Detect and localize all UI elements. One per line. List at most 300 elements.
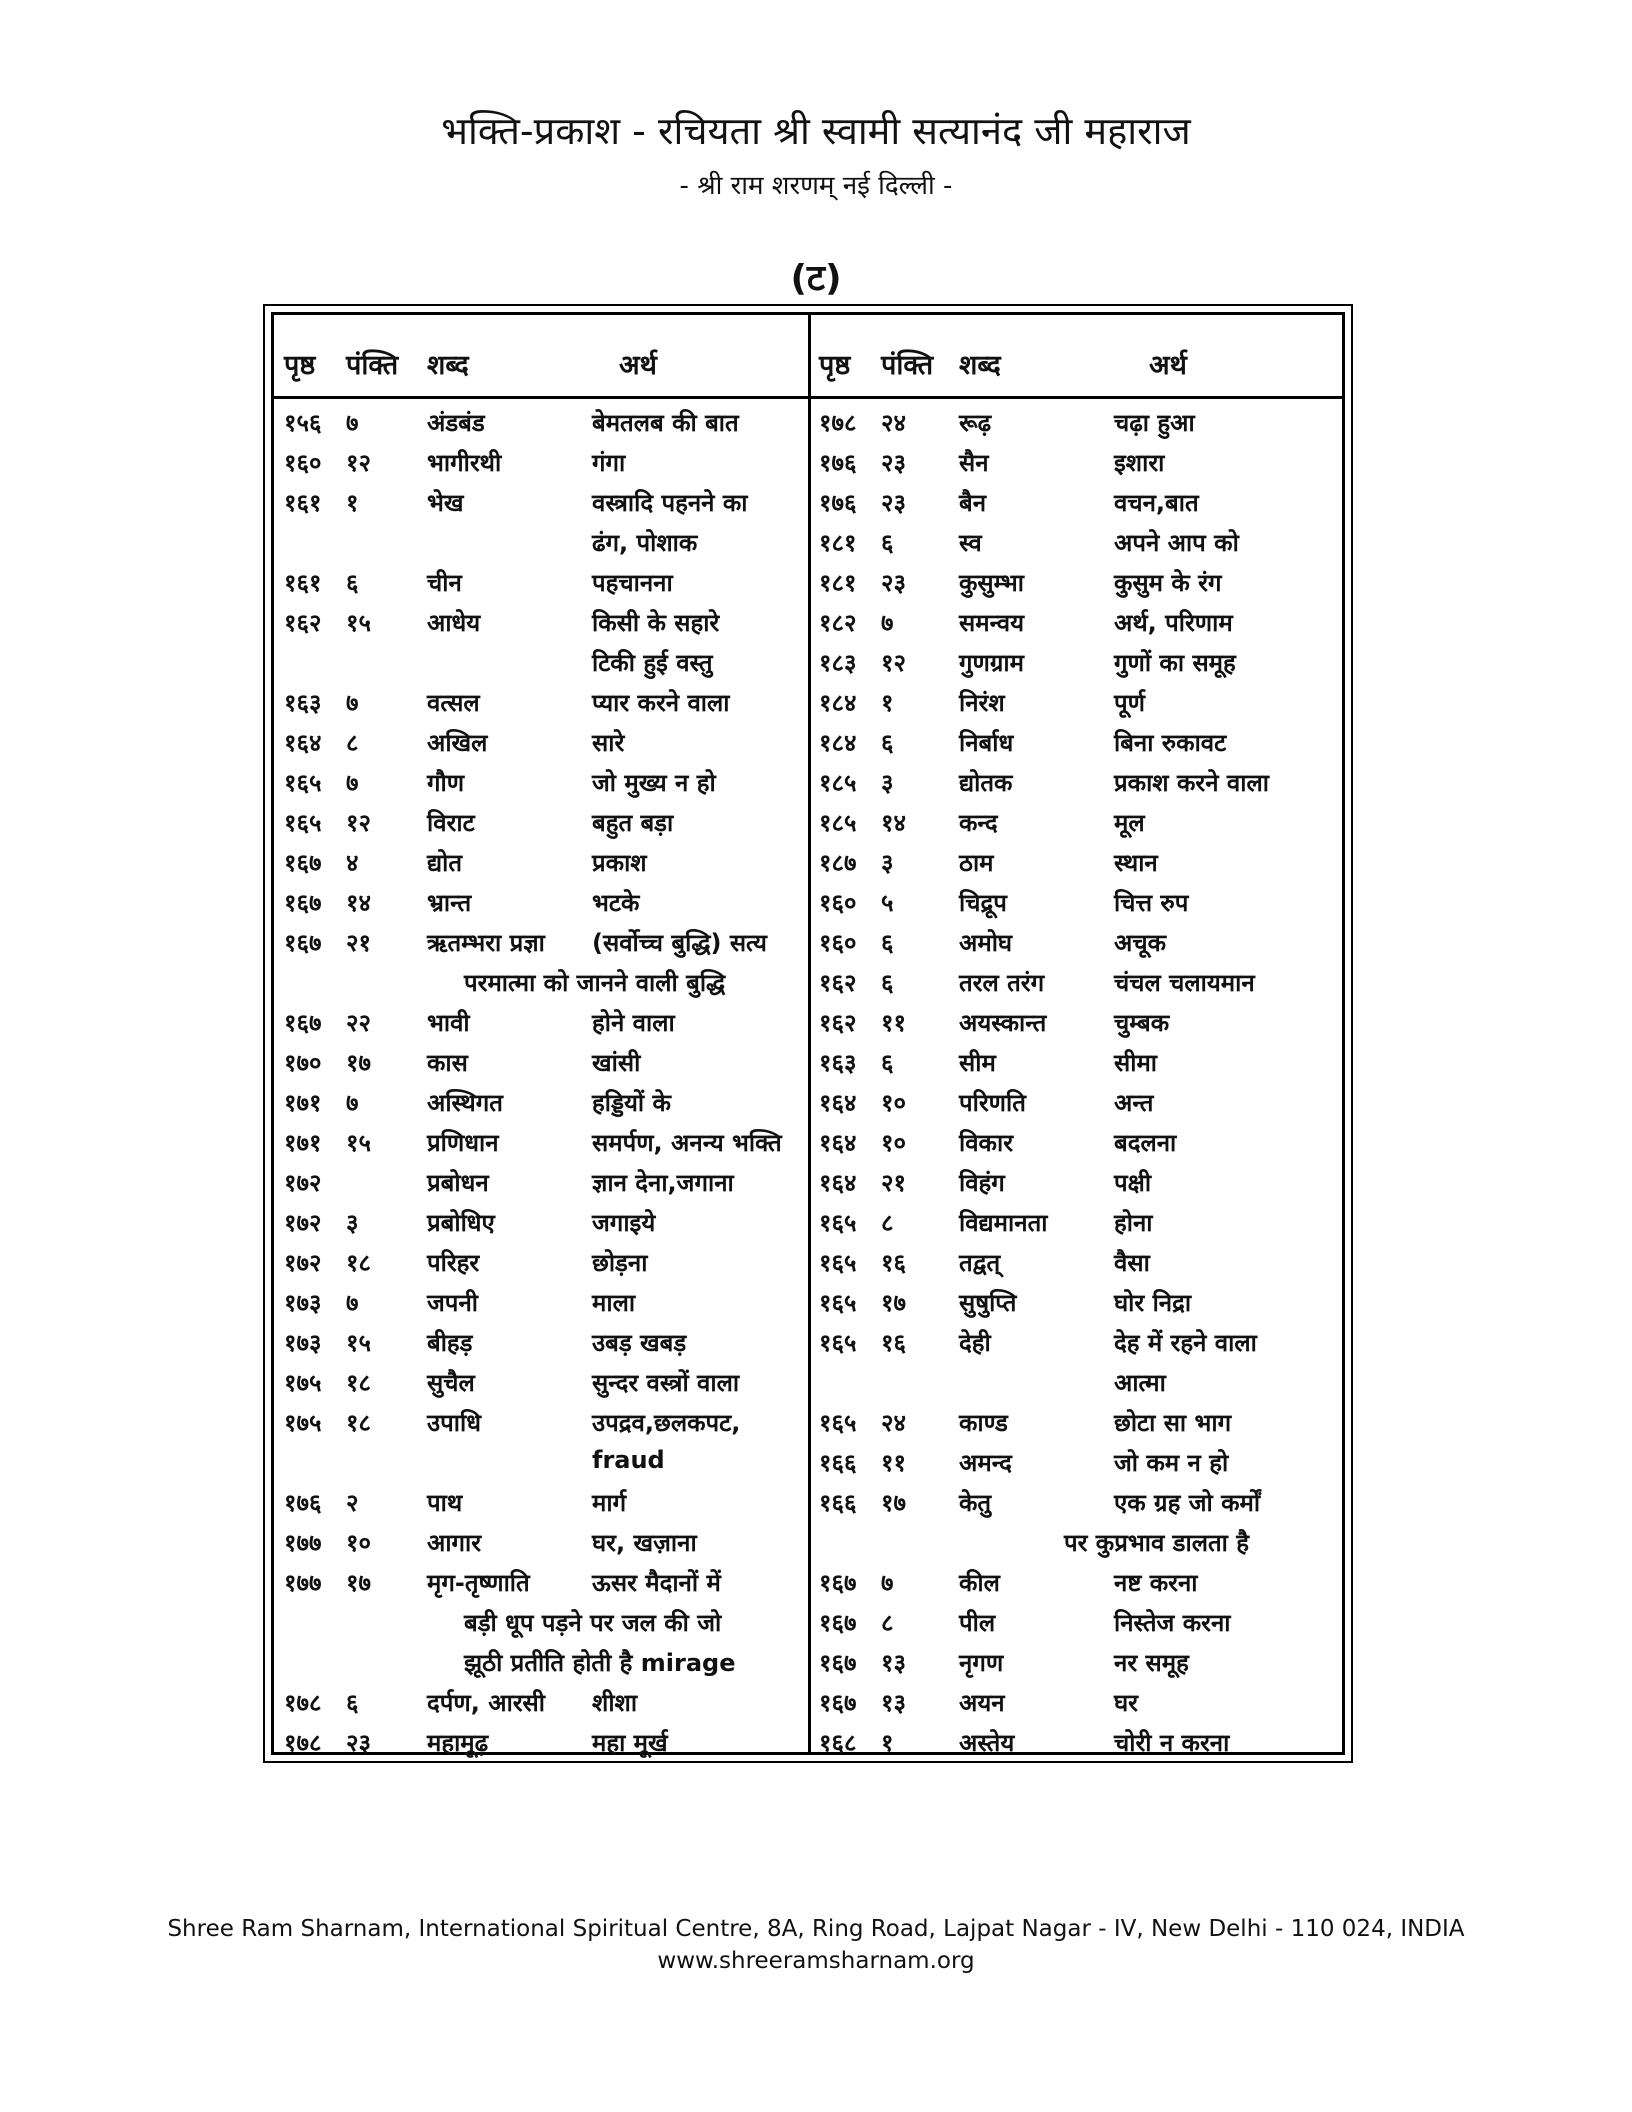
table-row [811,1040,1345,1080]
page-cell: १६७ [284,929,322,957]
word-cell: उपाधि [427,1409,481,1437]
line-cell: ३ [881,769,894,797]
meaning-cell: चढ़ा हुआ [1114,409,1195,437]
word-cell: समन्वय [959,609,1025,637]
page-cell: १६४ [819,1129,857,1157]
word-cell: द्योत [427,849,463,877]
word-cell: अमोघ [959,929,1013,957]
word-cell: ठाम [959,849,994,877]
line-cell: १६ [881,1329,906,1357]
table-row [811,1440,1345,1480]
meaning-cell: गुणों का समूह [1114,649,1236,677]
line-cell: १८ [346,1249,371,1277]
table-row [274,720,808,760]
page-cell: १७६ [819,449,857,477]
page-cell: १६५ [284,809,322,837]
page-cell: १७० [284,1049,322,1077]
line-cell: १८ [346,1369,371,1397]
word-cell: परिहर [427,1249,480,1277]
line-cell: ७ [346,769,359,797]
line-cell: १० [346,1529,371,1557]
meaning-cell: पक्षी [1114,1169,1152,1197]
page-cell: १७३ [284,1289,322,1317]
meaning-cell: मार्ग [592,1489,627,1517]
line-cell: ६ [881,529,894,557]
table-row [274,1440,808,1480]
word-cell: भागीरथी [427,449,502,477]
section-letter: (ट) [790,258,842,299]
table-row [811,800,1345,840]
meaning-continuation: झूठी प्रतीति होती है mirage [464,1649,736,1677]
table-row [274,1160,808,1200]
word-cell: कुसुम्भा [959,569,1024,597]
table-row [811,640,1345,680]
table-row [274,640,808,680]
line-cell: ११ [881,1449,906,1477]
page-cell: १६८ [819,1729,857,1757]
meaning-continuation: परमात्मा को जानने वाली बुद्धि [464,969,726,997]
word-cell: ऋतम्भरा प्रज्ञा [427,929,545,957]
word-cell: तरल तरंग [959,969,1045,997]
table-row [274,760,808,800]
meaning-cell: ज्ञान देना,जगाना [592,1169,734,1197]
line-cell: २४ [881,409,906,437]
page-cell: १६५ [819,1329,857,1357]
table-row [274,440,808,480]
line-cell: १८ [346,1409,371,1437]
page-cell: १८४ [819,729,857,757]
meaning-cell: टिकी हुई वस्तु [592,649,713,677]
word-cell: आगार [427,1529,482,1557]
line-cell: ७ [346,689,359,717]
word-cell: स्व [959,529,982,557]
word-cell: निर्बाध [959,729,1014,757]
line-cell: ४ [346,849,359,877]
line-cell: १ [881,689,894,717]
line-cell: ७ [346,1289,359,1317]
line-cell: १५ [346,1129,371,1157]
table-row [274,1040,808,1080]
line-cell: २२ [346,1009,371,1037]
word-cell: अंडबंड [427,409,485,437]
table-row [811,920,1345,960]
table-row [811,1320,1345,1360]
meaning-cell: निस्तेज करना [1114,1609,1231,1637]
word-cell: रूढ़ [959,409,992,437]
table-row [811,1280,1345,1320]
table-row [274,800,808,840]
page-cell: १५६ [284,409,322,437]
col-header-page: पृष्ठ [819,350,851,381]
line-cell: ७ [346,1089,359,1117]
line-cell: ६ [881,969,894,997]
line-cell: २३ [881,569,906,597]
word-cell: विकार [959,1129,1014,1157]
col-header-meaning: अर्थ [619,350,657,381]
table-row [811,680,1345,720]
meaning-cell: नर समूह [1114,1649,1189,1677]
word-cell: बैन [959,489,987,517]
meaning-cell: जगाइये [592,1209,656,1237]
word-cell: अस्थिगत [427,1089,503,1117]
meaning-cell: होना [1114,1209,1153,1237]
page-cell: १६३ [819,1049,857,1077]
line-cell: २३ [346,1729,371,1757]
page-cell: १७७ [284,1529,322,1557]
meaning-cell: घर, खज़ाना [592,1529,697,1557]
table-row [811,440,1345,480]
meaning-cell: अर्थ, परिणाम [1114,609,1233,637]
meaning-continuation: बड़ी धूप पड़ने पर जल की जो [464,1609,722,1637]
line-cell: ८ [881,1609,894,1637]
page-cell: १८१ [819,529,857,557]
table-row [811,1160,1345,1200]
page-cell: १६५ [819,1409,857,1437]
page-cell: १६७ [284,849,322,877]
meaning-cell: शीशा [592,1689,638,1717]
line-cell: १२ [346,449,371,477]
table-row [274,1560,808,1600]
word-cell: गौण [427,769,465,797]
table-row [811,1560,1345,1600]
word-cell: विराट [427,809,475,837]
table-row [274,1000,808,1040]
table-row [811,1000,1345,1040]
page-cell: १७२ [284,1209,322,1237]
meaning-cell: स्थान [1114,849,1158,877]
page-cell: १७५ [284,1369,322,1397]
line-cell: १ [346,489,359,517]
meaning-cell: समर्पण, अनन्य भक्ति [592,1129,782,1157]
word-cell: सीम [959,1049,996,1077]
table-row [811,1520,1345,1560]
meaning-cell: जो मुख्य न हो [592,769,716,797]
page-cell: १८४ [819,689,857,717]
left-rows [274,400,808,1760]
col-header-line: पंक्ति [881,350,934,381]
word-cell: विद्यमानता [959,1209,1048,1237]
page-cell: १६५ [819,1249,857,1277]
table-row [274,1080,808,1120]
meaning-cell: अन्त [1114,1089,1154,1117]
line-cell: ११ [881,1009,906,1037]
word-cell: सैन [959,449,989,477]
meaning-cell: देह में रहने वाला [1114,1329,1257,1357]
table-row [274,400,808,440]
word-cell: देही [959,1329,991,1357]
meaning-cell: सुन्दर वस्त्रों वाला [592,1369,740,1397]
page-cell: १७७ [284,1569,322,1597]
table-row [811,400,1345,440]
line-cell: ७ [881,609,894,637]
page-cell: १६१ [284,569,322,597]
line-cell: १७ [881,1489,906,1517]
table-row [811,720,1345,760]
page-cell: १६० [819,889,857,917]
meaning-cell: चित्त रुप [1114,889,1189,917]
table-row [274,480,808,520]
word-cell: अमन्द [959,1449,1012,1477]
page-cell: १७१ [284,1089,322,1117]
meaning-cell: भटके [592,889,640,917]
page-cell: १६७ [819,1689,857,1717]
word-cell: भावी [427,1009,470,1037]
meaning-cell: बदलना [1114,1129,1177,1157]
table-row [274,1240,808,1280]
meaning-cell: महा मूर्ख [592,1729,668,1757]
table-row [274,1200,808,1240]
meaning-cell: प्रकाश [592,849,647,877]
word-cell: सुषुप्ति [959,1289,1017,1317]
table-row [274,840,808,880]
word-cell: अखिल [427,729,488,757]
page-cell: १६१ [284,489,322,517]
word-cell: महामूढ़ [427,1729,489,1757]
line-cell: १२ [881,649,906,677]
meaning-cell: बिना रुकावट [1114,729,1227,757]
col-header-line: पंक्ति [346,350,399,381]
meaning-cell: उपद्रव,छलकपट, [592,1409,741,1437]
table-row [274,1400,808,1440]
meaning-cell: वैसा [1114,1249,1150,1277]
page-cell: १८७ [819,849,857,877]
word-cell: बीहड़ [427,1329,473,1357]
meaning-cell: कुसुम के रंग [1114,569,1222,597]
page-cell: १७२ [284,1169,322,1197]
table-row [274,1520,808,1560]
table-row [274,1640,808,1680]
line-cell: २१ [346,929,371,957]
page-cell: १६७ [819,1649,857,1677]
page-cell: १७१ [284,1129,322,1157]
word-cell: प्रबोधन [427,1169,489,1197]
page-cell: १७८ [819,409,857,437]
page-cell: १७६ [284,1489,322,1517]
meaning-cell: सारे [592,729,625,757]
table-row [274,1320,808,1360]
page-cell: १६४ [819,1089,857,1117]
table-row [274,1720,808,1760]
col-header-page: पृष्ठ [284,350,316,381]
word-cell: केतु [959,1489,992,1517]
line-cell: १४ [881,809,906,837]
footer-address: Shree Ram Sharnam, International Spiritual Centre, 8A, Ring Road, Lajpat Nagar - IV, New Delhi - 110 024, INDIA [167,1916,1465,1942]
meaning-continuation: पर कुप्रभाव डालता है [1064,1529,1250,1557]
meaning-cell: उबड़ खबड़ [592,1329,687,1357]
meaning-cell: इशारा [1114,449,1165,477]
meaning-cell: चोरी न करना [1114,1729,1230,1757]
table-row [811,1720,1345,1760]
meaning-cell: वचन,बात [1114,489,1199,517]
meaning-cell: जो कम न हो [1114,1449,1229,1477]
page-cell: १६५ [819,1289,857,1317]
meaning-cell: सीमा [1114,1049,1158,1077]
line-cell: २३ [881,449,906,477]
table-row [274,1480,808,1520]
meaning-cell: गंगा [592,449,626,477]
page-cell: १८१ [819,569,857,597]
page-cell: १६४ [284,729,322,757]
meaning-cell: अचूक [1114,929,1167,957]
word-cell: चिद्रूप [959,889,1007,917]
table-row [811,1240,1345,1280]
meaning-cell: खांसी [592,1049,641,1077]
col-header-meaning: अर्थ [1149,350,1187,381]
table-row [811,560,1345,600]
page-cell: १६७ [819,1609,857,1637]
line-cell: ६ [346,569,359,597]
page-cell: १८५ [819,769,857,797]
table-row [811,760,1345,800]
line-cell: १ [881,1729,894,1757]
page-cell: १६५ [284,769,322,797]
page-title: भक्ति-प्रकाश - रचियता श्री स्वामी सत्यानंद जी महाराज [441,109,1191,153]
page-cell: १६३ [284,689,322,717]
meaning-cell: छोड़ना [592,1249,648,1277]
table-row [811,480,1345,520]
line-cell: २ [346,1489,359,1517]
meaning-cell: होने वाला [592,1009,675,1037]
line-cell: १५ [346,1329,371,1357]
col-header-word: शब्द [427,350,469,381]
word-cell: दर्पण, आरसी [427,1689,545,1717]
table-row [811,600,1345,640]
word-cell: द्योतक [959,769,1013,797]
table-row [274,560,808,600]
table-row [811,1680,1345,1720]
table-row [274,880,808,920]
table-row [811,1360,1345,1400]
table-row [811,1400,1345,1440]
table-row [811,1200,1345,1240]
table-row [274,960,808,1000]
table-row [274,1600,808,1640]
line-cell: १७ [346,1049,371,1077]
line-cell: ५ [881,889,894,917]
meaning-cell: आत्मा [1114,1369,1166,1397]
word-cell: भ्रान्त [427,889,472,917]
table-row [274,1120,808,1160]
table-row [274,680,808,720]
word-cell: भेख [427,489,464,517]
line-cell: १७ [346,1569,371,1597]
page-cell: १६० [819,929,857,957]
word-cell: सुचैल [427,1369,475,1397]
glossary-table-frame [263,304,1353,1763]
word-cell: चीन [427,569,462,597]
page-cell: १६७ [819,1569,857,1597]
table-row [811,1480,1345,1520]
word-cell: आधेय [427,609,481,637]
line-cell: १६ [881,1249,906,1277]
word-cell: काण्ड [959,1409,1008,1437]
page-cell: १७५ [284,1409,322,1437]
line-cell: ७ [346,409,359,437]
line-cell: ६ [346,1689,359,1717]
line-cell: ६ [881,1049,894,1077]
line-cell: १० [881,1089,906,1117]
table-row [811,1120,1345,1160]
page-cell: १७८ [284,1729,322,1757]
page-cell: १७६ [819,489,857,517]
col-header-word: शब्द [959,350,1001,381]
meaning-cell: पहचानना [592,569,673,597]
line-cell: २१ [881,1169,906,1197]
page-cell: १६२ [819,1009,857,1037]
line-cell: १३ [881,1649,906,1677]
line-cell: ८ [881,1209,894,1237]
page-cell: १७२ [284,1249,322,1277]
meaning-cell: किसी के सहारे [592,609,720,637]
page-cell: १६६ [819,1449,857,1477]
line-cell: १२ [346,809,371,837]
word-cell: अयस्कान्त [959,1009,1047,1037]
meaning-cell: fraud [592,1446,665,1474]
meaning-cell: ढंग, पोशाक [592,529,698,557]
word-cell: कन्द [959,809,998,837]
table-row [811,880,1345,920]
meaning-cell: हड्डियों के [592,1089,671,1117]
meaning-cell: पूर्ण [1114,689,1145,717]
word-cell: पाथ [427,1489,463,1517]
line-cell: १३ [881,1689,906,1717]
meaning-cell: नष्ट करना [1114,1569,1198,1597]
word-cell: परिणति [959,1089,1026,1117]
word-cell: गुणग्राम [959,649,1024,677]
meaning-cell: अपने आप को [1114,529,1239,557]
line-cell: १० [881,1129,906,1157]
word-cell: अयन [959,1689,1005,1717]
table-row [811,1080,1345,1120]
word-cell: कील [959,1569,1000,1597]
table-row [811,960,1345,1000]
line-cell: २४ [881,1409,906,1437]
page-cell: १७८ [284,1689,322,1717]
word-cell: प्रणिधान [427,1129,499,1157]
meaning-cell: घोर निद्रा [1114,1289,1192,1317]
word-cell: प्रबोधिए [427,1209,495,1237]
table-row [274,520,808,560]
table-row [274,1680,808,1720]
word-cell: नृगण [959,1649,1004,1677]
page-cell: १६५ [819,1209,857,1237]
page-cell: १८२ [819,609,857,637]
word-cell: पील [959,1609,996,1637]
table-row [274,1360,808,1400]
page-cell: १६७ [284,889,322,917]
line-cell: ३ [346,1209,359,1237]
line-cell: १५ [346,609,371,637]
meaning-cell: प्रकाश करने वाला [1114,769,1269,797]
meaning-cell: चुम्बक [1114,1009,1170,1037]
line-cell: ६ [881,729,894,757]
page-cell: १६० [284,449,322,477]
word-cell: अस्तेय [959,1729,1015,1757]
page-cell: १६२ [284,609,322,637]
line-cell: १७ [881,1289,906,1317]
page-cell: १७३ [284,1329,322,1357]
meaning-cell: बहुत बड़ा [592,809,674,837]
table-row [811,1600,1345,1640]
page-cell: १६७ [284,1009,322,1037]
page-cell: १८५ [819,809,857,837]
page-cell: १६४ [819,1169,857,1197]
meaning-cell: चंचल चलायमान [1114,969,1255,997]
table-row [274,920,808,960]
line-cell: २३ [881,489,906,517]
table-row [811,520,1345,560]
table-row [811,840,1345,880]
